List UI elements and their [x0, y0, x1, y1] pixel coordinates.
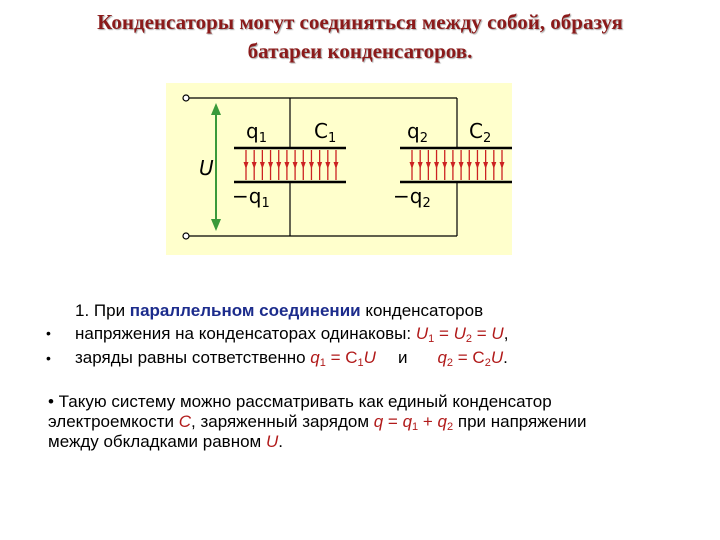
field-arrow: [483, 162, 488, 169]
field-arrow: [334, 162, 339, 169]
top-terminal: [183, 95, 189, 101]
paragraph-equivalent-line-1: • Такую систему можно рассматривать как единый конденсатор: [48, 392, 552, 411]
field-arrow: [442, 162, 447, 169]
para1-prefix: 1. При: [75, 301, 130, 320]
paragraph-parallel-connection: [75, 301, 483, 321]
parallel-capacitors-diagram: [166, 83, 512, 255]
field-arrow: [276, 162, 281, 169]
para1-suffix: конденсаторов: [360, 301, 484, 320]
slide-title: [0, 8, 720, 66]
bottom-terminal: [183, 233, 189, 239]
label-u: U: [199, 156, 214, 180]
c1-field-lines: [244, 150, 339, 180]
paragraph-equivalent-line-3: между обкладками равном U.: [48, 432, 283, 451]
field-arrow: [244, 162, 249, 169]
c2-field-lines: [410, 150, 505, 180]
label-neg-q1: $-q_1$: [232, 184, 270, 211]
field-arrow: [475, 162, 480, 169]
circuit-svg: [166, 83, 512, 255]
field-arrow: [500, 162, 505, 169]
bullet-2: •: [46, 350, 51, 366]
label-c2: $C_2$: [469, 119, 492, 146]
label-c1: $C_1$: [314, 119, 337, 146]
field-arrow: [459, 162, 464, 169]
field-arrow: [309, 162, 314, 169]
field-arrow: [284, 162, 289, 169]
field-arrow: [426, 162, 431, 169]
field-arrow: [467, 162, 472, 169]
bullet-charges: заряды равны сответственно $q_1 = C_1U$ и $q_2 = C_2U$.: [75, 348, 508, 369]
field-arrow: [301, 162, 306, 169]
bullet-1: •: [46, 325, 51, 341]
field-arrow: [260, 162, 265, 169]
field-arrow: [410, 162, 415, 169]
title-line-2: батареи конденсаторов.: [247, 39, 473, 63]
field-arrow: [293, 162, 298, 169]
field-arrow: [491, 162, 496, 169]
field-arrow: [317, 162, 322, 169]
label-q2: $q_2$: [407, 119, 428, 146]
field-arrow: [325, 162, 330, 169]
label-q1: $q_1$: [246, 119, 267, 146]
title-line-1: Конденсаторы могут соединяться между собой, образуя: [97, 10, 623, 34]
field-arrow: [434, 162, 439, 169]
label-neg-q2: $-q_2$: [393, 184, 431, 211]
field-arrow: [268, 162, 273, 169]
bullet-voltages: напряжения на конденсаторах одинаковы: $U_1 = U_2 = U$,: [75, 324, 509, 345]
field-arrow: [418, 162, 423, 169]
para1-highlight: параллельном соединении: [129, 301, 361, 320]
field-arrow: [252, 162, 257, 169]
paragraph-equivalent-line-2: электроемкости C, заряженный зарядом $q = q_1 + q_2$ при напряжении: [48, 412, 587, 433]
field-arrow: [450, 162, 455, 169]
